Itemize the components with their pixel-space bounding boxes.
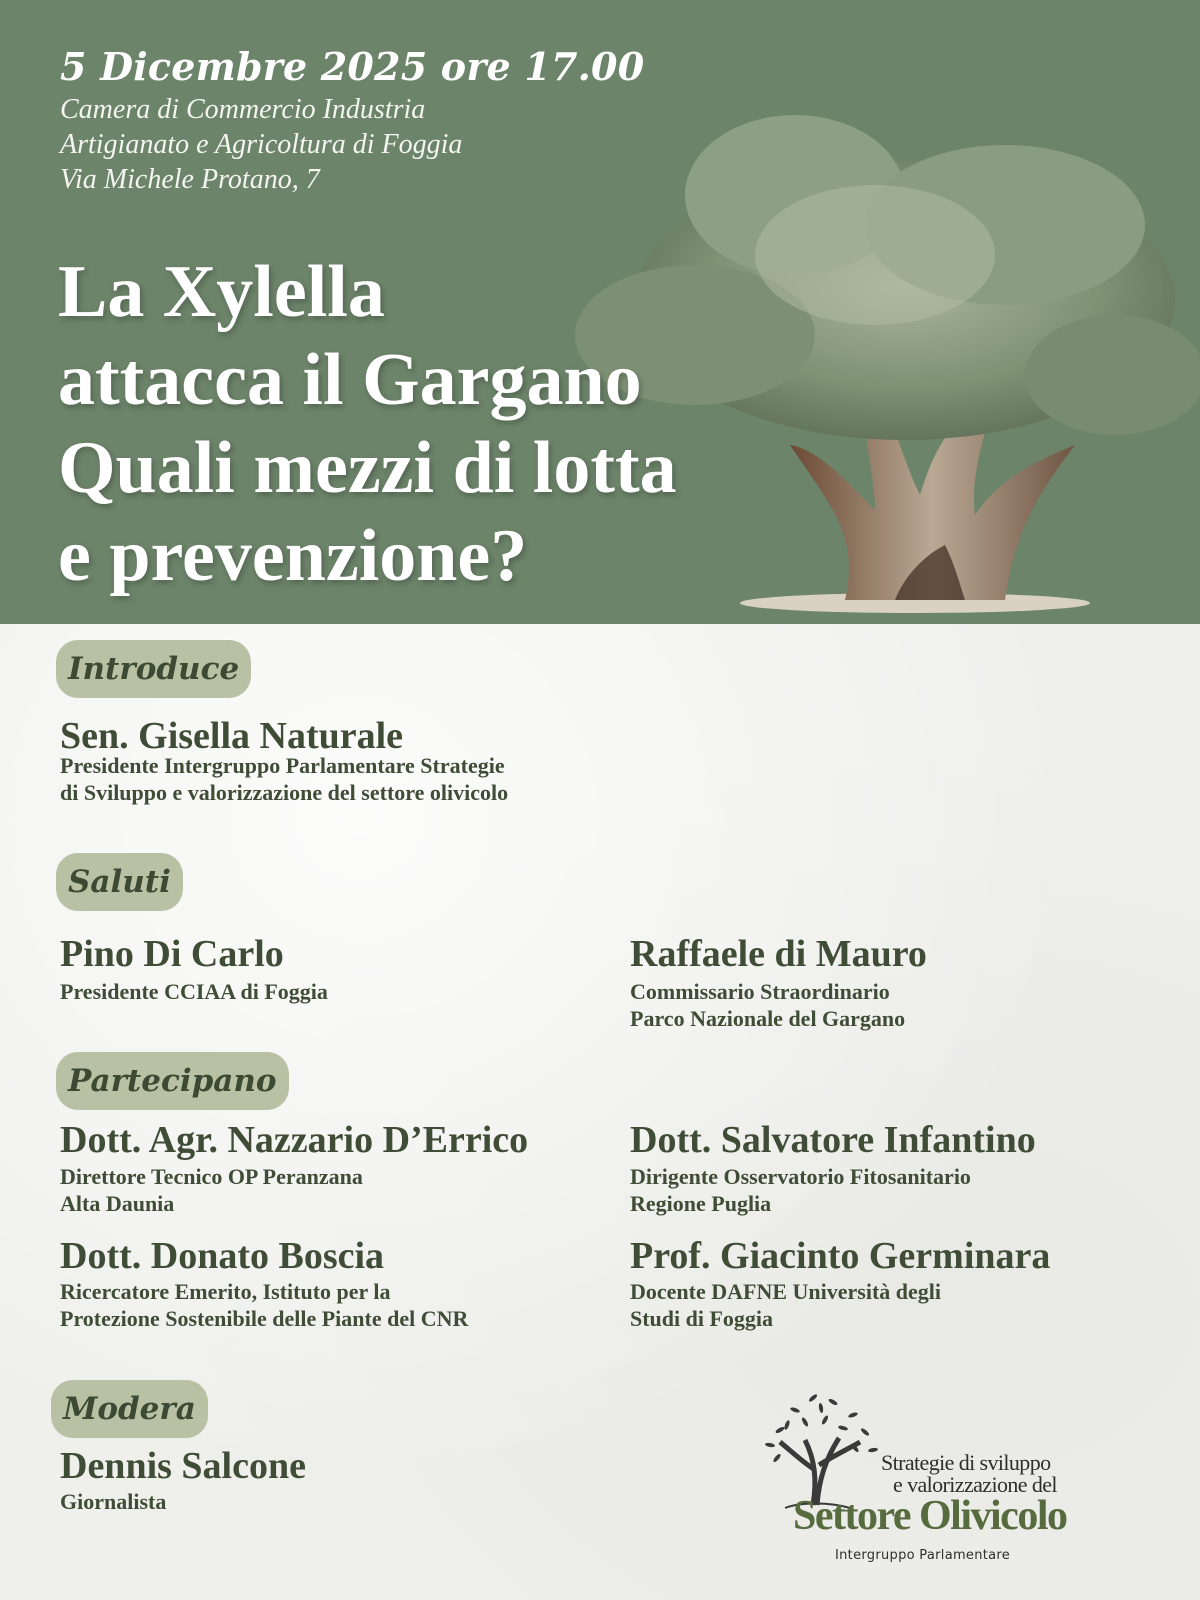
speaker-name: Pino Di Carlo (60, 933, 284, 975)
logo-line-2: e valorizzazione del (893, 1472, 1057, 1497)
venue-line: Via Michele Protano, 7 (60, 164, 320, 195)
speaker-name: Dott. Salvatore Infantino (630, 1119, 1036, 1161)
speaker-role: Docente DAFNE Università degli (630, 1279, 942, 1304)
venue-line: Artigianato e Agricoltura di Foggia (60, 129, 463, 160)
speaker-name: Sen. Gisella Naturale (60, 715, 404, 757)
headline-title (58, 248, 677, 600)
speaker-role: Studi di Foggia (630, 1306, 774, 1331)
event-venue (60, 92, 462, 197)
logo-subtitle: Intergruppo Parlamentare (835, 1548, 1011, 1563)
logo-title: Settore Olivicolo (793, 1493, 1067, 1539)
logo-line-1: Strategie di sviluppo (881, 1450, 1051, 1475)
headline-line: La Xylella (58, 251, 385, 333)
speaker-role: Parco Nazionale del Gargano (630, 1006, 906, 1031)
speaker-role: Ricercatore Emerito, Istituto per la (60, 1279, 391, 1304)
headline-line: Quali mezzi di lotta (58, 427, 677, 509)
speaker-role: Direttore Tecnico OP Peranzana (60, 1164, 363, 1189)
speaker-name: Prof. Giacinto Germinara (630, 1235, 1051, 1277)
speaker-role: Alta Daunia (60, 1191, 175, 1216)
section-label-introduce: Introduce (56, 640, 251, 698)
speaker-role: Commissario Straordinario (630, 979, 890, 1004)
speaker-role: Dirigente Osservatorio Fitosanitario (630, 1164, 971, 1189)
olive-tree-icon (755, 1380, 885, 1510)
section-label-saluti: Saluti (56, 853, 183, 911)
speaker-name: Raffaele di Mauro (630, 933, 927, 975)
section-label-modera: Modera (51, 1380, 208, 1438)
headline-line: e prevenzione? (58, 515, 528, 597)
speaker-role: di Sviluppo e valorizzazione del settore olivicolo (60, 780, 509, 805)
intergroup-logo (755, 1380, 1095, 1580)
speaker-role: Giornalista (60, 1489, 167, 1514)
venue-line: Camera di Commercio Industria (60, 94, 426, 125)
speaker-name: Dott. Agr. Nazzario D’Errico (60, 1119, 529, 1161)
speaker-role: Presidente Intergruppo Parlamentare Strategie (60, 753, 505, 778)
hero-banner (0, 0, 1200, 624)
speaker-role: Regione Puglia (630, 1191, 772, 1216)
section-label-partecipano: Partecipano (56, 1052, 289, 1110)
speaker-role: Protezione Sostenibile delle Piante del CNR (60, 1306, 469, 1331)
speaker-name: Dott. Donato Boscia (60, 1235, 385, 1277)
headline-line: attacca il Gargano (58, 339, 642, 421)
event-date-time: 5 Dicembre 2025 ore 17.00 (60, 44, 645, 89)
speaker-role: Presidente CCIAA di Foggia (60, 979, 328, 1004)
speaker-name: Dennis Salcone (60, 1445, 306, 1487)
